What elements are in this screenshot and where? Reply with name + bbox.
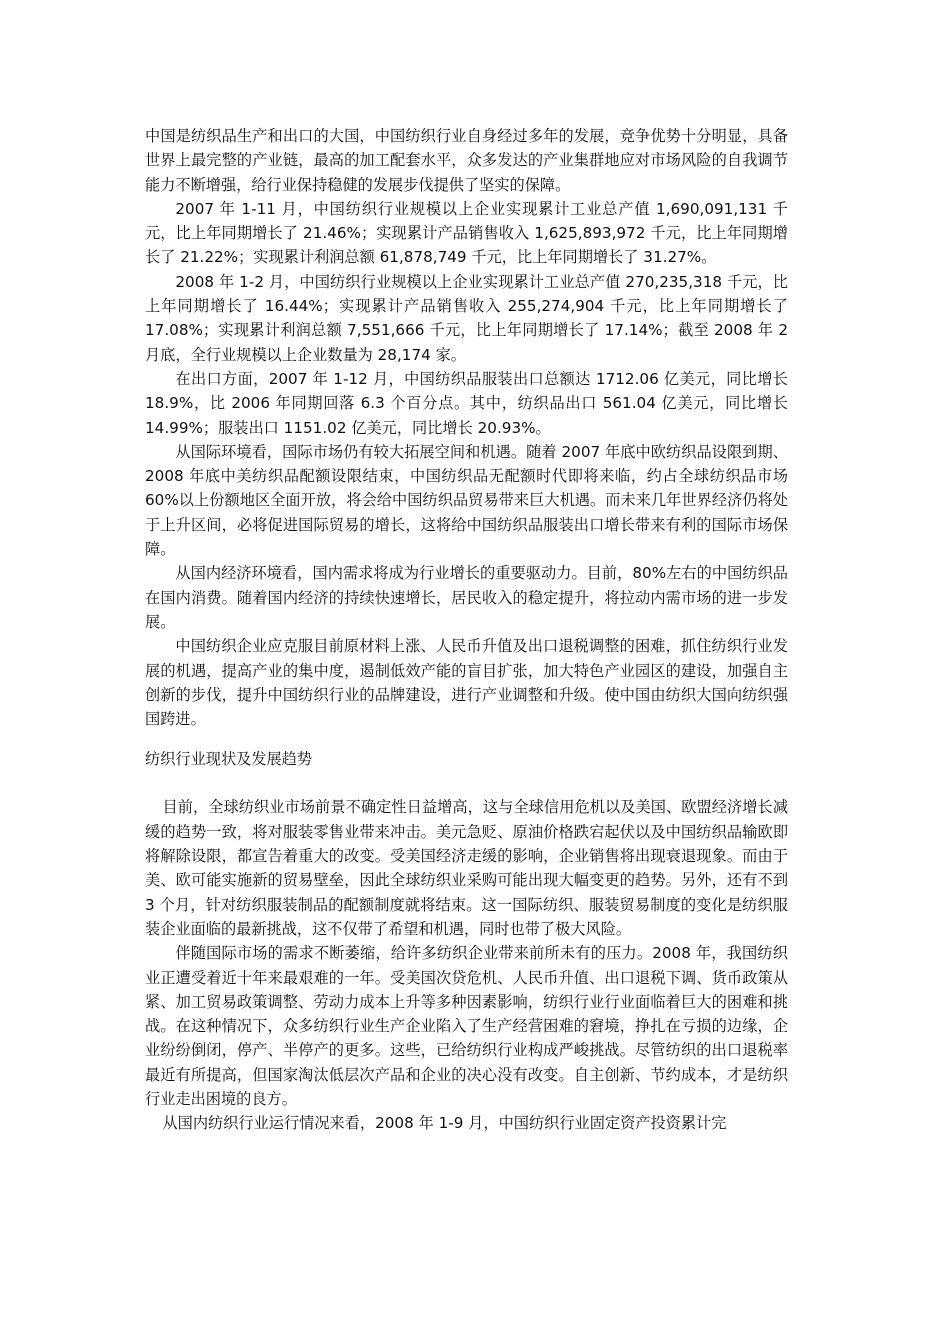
paragraph-intro-2: 2007 年 1-11 月，中国纺织行业规模以上企业实现累计工业总产值 1,690,091,131 千元，比上年同期增长了 21.46%；实现累计产品销售收入 1,625,893,972 千元，比上年同期增长了 21.22%；实现累计利润总额 61,878,749 千元，比上年同期增长了 31.27%。 <box>145 199 788 267</box>
paragraph-intro-6: 从国内经济环境看，国内需求将成为行业增长的重要驱动力。目前，80%左右的中国纺织品在国内消费。随着国内经济的持续快速增长，居民收入的稳定提升，将拉动内需市场的进一步发展。 <box>145 564 788 631</box>
paragraph-section-1: 目前，全球纺织业市场前景不确定性日益增高，这与全球信用危机以及美国、欧盟经济增长减缓的趋势一致，将对服装零售业带来冲击。美元急贬、原油价格跌宕起伏以及中国纺织品输欧即将解除设限，都宣告着重大的改变。受美国经济走缓的影响，企业销售将出现衰退现象。而由于美、欧可能实施新的贸易壁垒，因此全球纺织业采购可能出现大幅变更的趋势。另外，还有不到 3 个月，针对纺织服装制品的配额制度就将结束。这一国际纺织、服装贸易制度的变化是纺织服装企业面临的最新挑战，这不仅带了希望和机遇，同时也带了极大风险。 <box>145 798 788 938</box>
paragraph-intro-1: 中国是纺织品生产和出口的大国，中国纺织行业自身经过多年的发展，竞争优势十分明显，具备世界上最完整的产业链，最高的加工配套水平，众多发达的产业集群地应对市场风险的自我调节能力不断增强，给行业保持稳健的发展步伐提供了坚实的保障。 <box>145 127 788 194</box>
paragraph-intro-4: 在出口方面，2007 年 1-12 月，中国纺织品服装出口总额达 1712.06 亿美元，同比增长 18.9%，比 2006 年同期回落 6.3 个百分点。其中，纺织品出口 561.04 亿美元，同比增长 14.99%；服装出口 1151.02 亿美元，同比增长 20.93%。 <box>145 369 788 437</box>
paragraph-section-2: 伴随国际市场的需求不断萎缩，给许多纺织企业带来前所未有的压力。2008 年，我国纺织业正遭受着近十年来最艰难的一年。受美国次贷危机、人民币升值、出口退税下调、货币政策从紧、加工贸易政策调整、劳动力成本上升等多种因素影响，纺织行业行业面临着巨大的困难和挑战。在这种情况下，众多纺织行业生产企业陷入了生产经营困难的窘境，挣扎在亏损的边缘，企业纷纷倒闭，停产、半停产的更多。这些，已给纺织行业构成严峻挑战。尽管纺织的出口退税率最近有所提高，但国家淘汰低层次产品和企业的决心没有改变。自主创新、节约成本，才是纺织行业走出困境的良方。 <box>145 944 788 1108</box>
document-body <box>145 124 788 1136</box>
paragraph-section-3: 从国内纺织行业运行情况来看，2008 年 1-9 月，中国纺织行业固定资产投资累计完 <box>162 1114 727 1133</box>
paragraph-intro-3: 2008 年 1-2 月，中国纺织行业规模以上企业实现累计工业总产值 270,235,318 千元，比上年同期增长了 16.44%；实现累计产品销售收入 255,274,904 千元，比上年同期增长了 17.08%；实现累计利润总额 7,551,666 千元，比上年同期增长了 17.14%；截至 2008 年 2 月底，全行业规模以上企业数量为 28,174 家。 <box>145 272 788 364</box>
paragraph-intro-5: 从国际环境看，国际市场仍有较大拓展空间和机遇。随着 2007 年底中欧纺织品设限到期、2008 年底中美纺织品配额设限结束，中国纺织品无配额时代即将来临，约占全球纺织品市场 60%以上份额地区全面开放，将会给中国纺织品贸易带来巨大机遇。而未来几年世界经济仍将处于上升区间，必将促进国际贸易的增长，这将给中国纺织品服装出口增长带来有利的国际市场保障。 <box>145 442 788 559</box>
paragraph-intro-7: 中国纺织企业应克服目前原材料上涨、人民币升值及出口退税调整的困难，抓住纺织行业发展的机遇，提高产业的集中度，遏制低效产能的盲目扩张，加大特色产业园区的建设，加强自主创新的步伐，提升中国纺织行业的品牌建设，进行产业调整和升级。使中国由纺织大国向纺织强国跨进。 <box>145 637 788 729</box>
section-heading: 纺织行业现状及发展趋势 <box>145 750 313 769</box>
